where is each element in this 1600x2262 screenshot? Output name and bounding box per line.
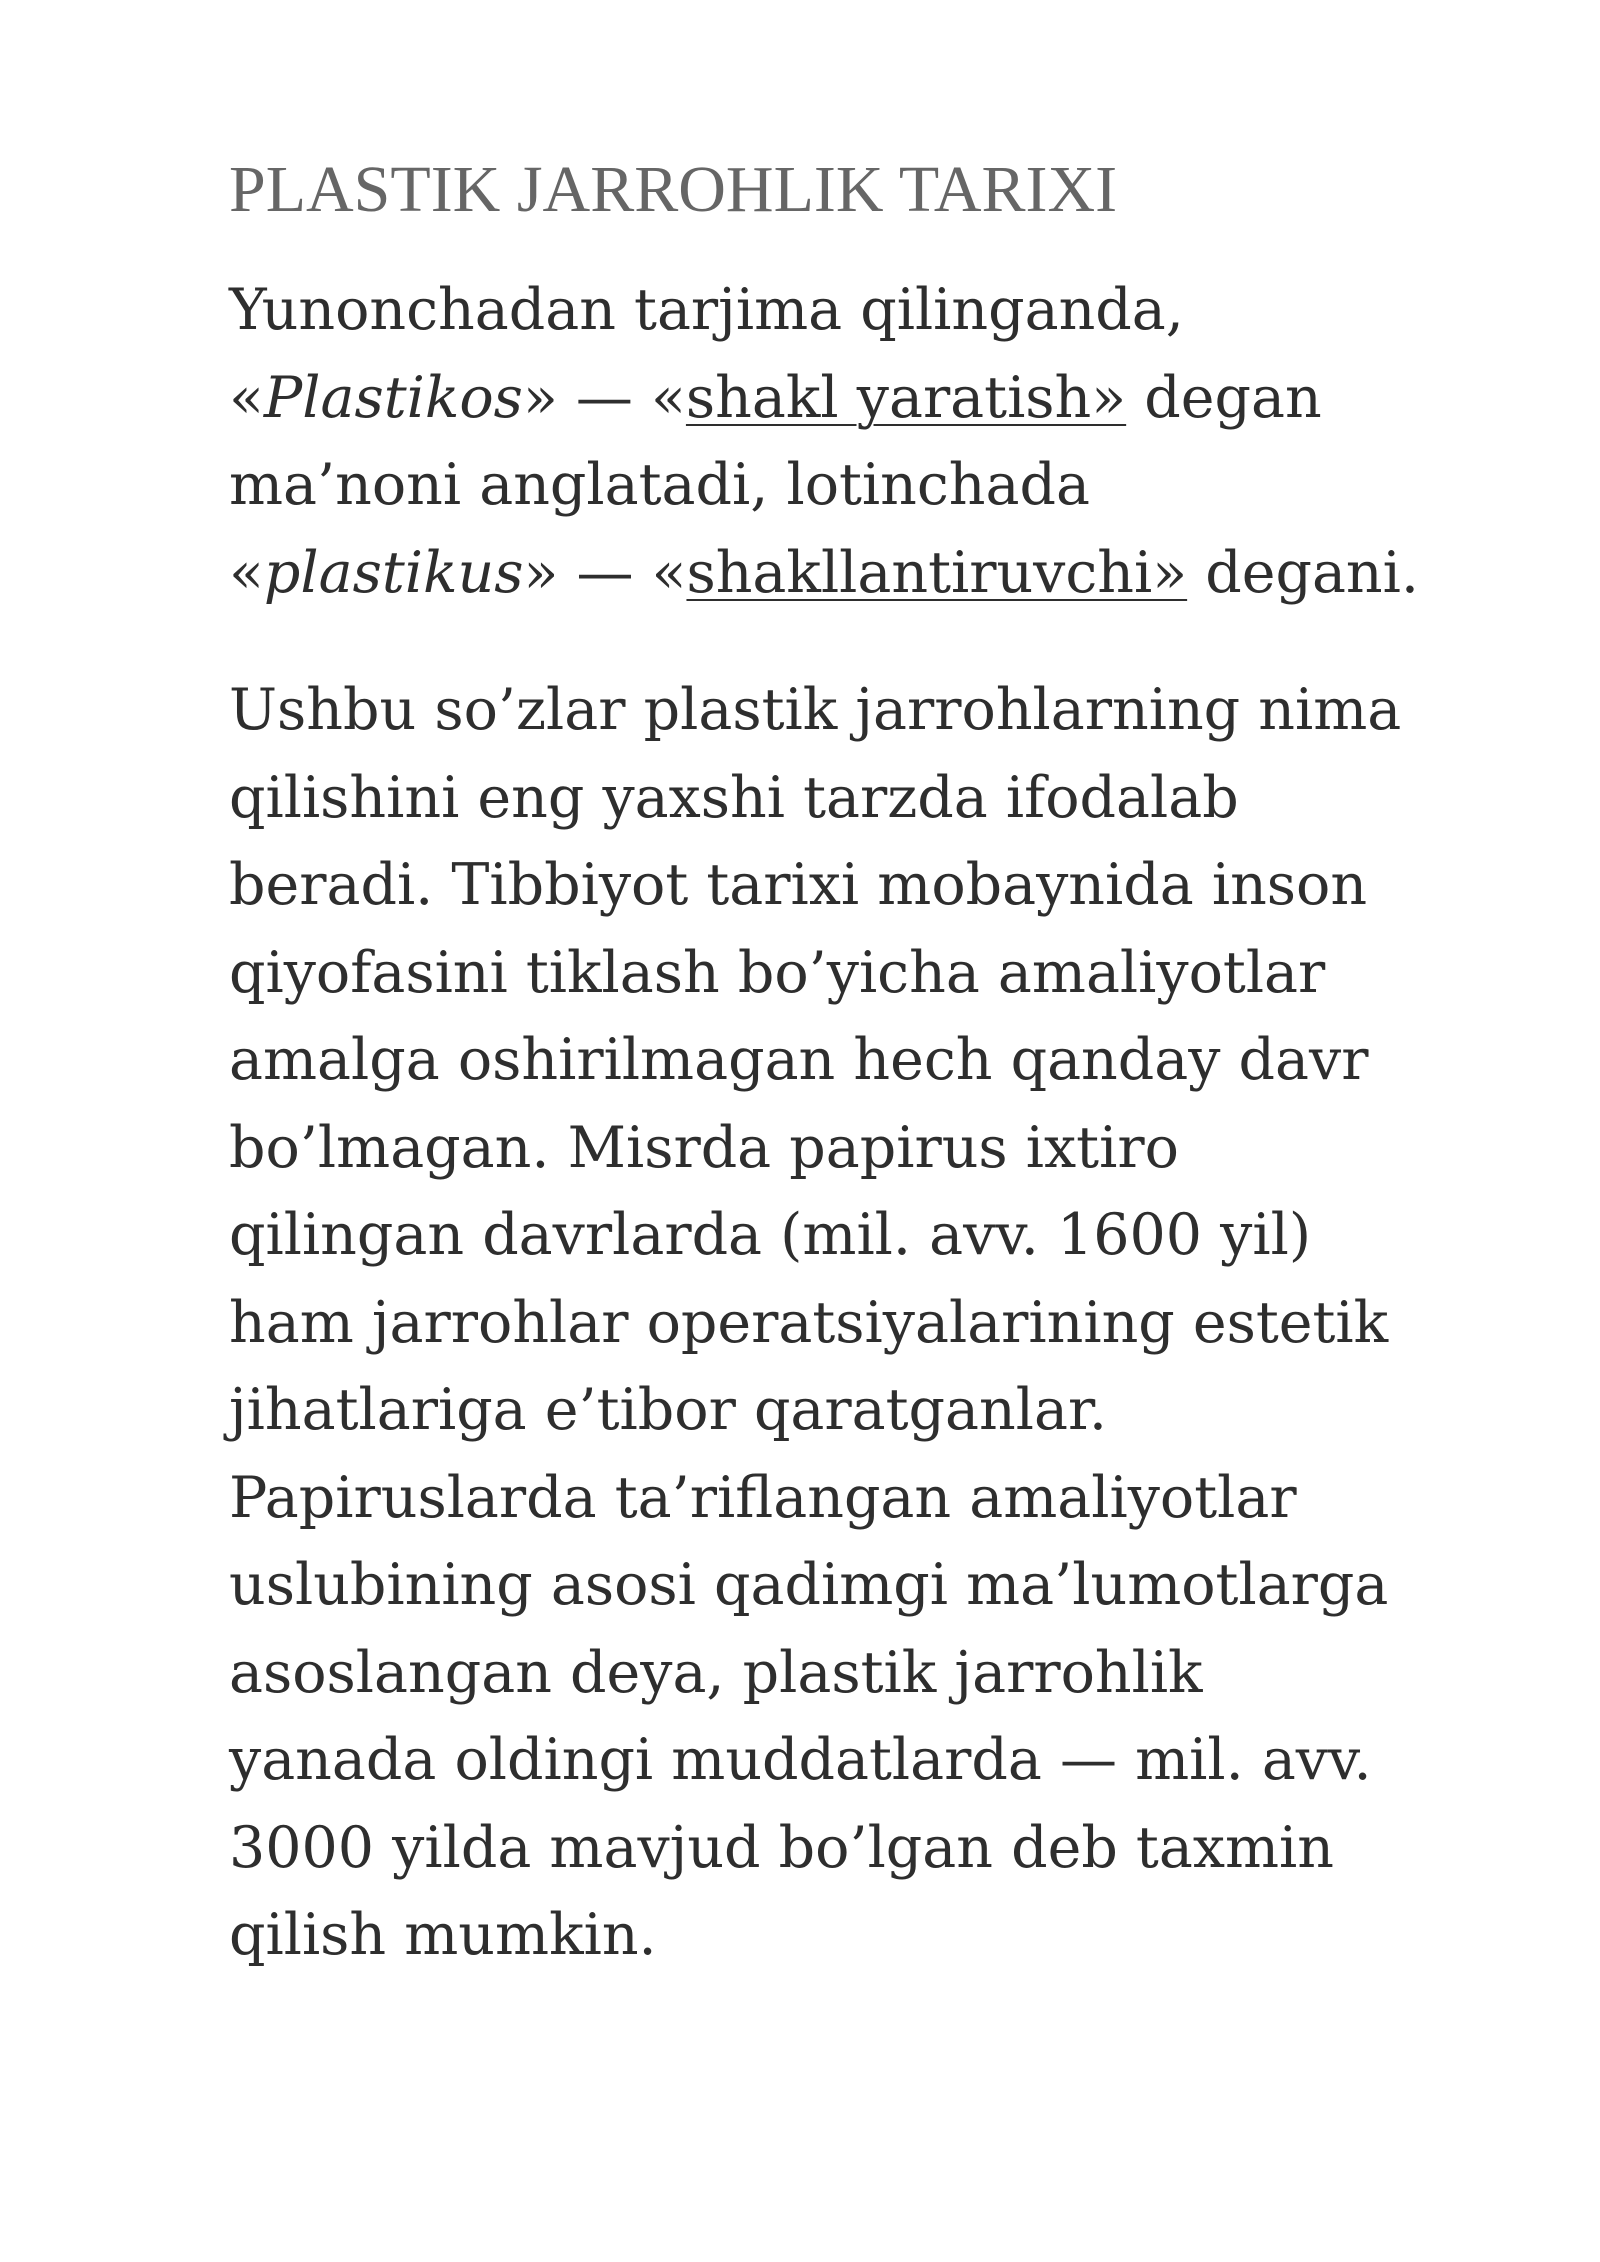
paragraph-line: uslubining asosi qadimgi ma’lumotlarga [229, 1552, 1389, 1619]
paragraph-line: asoslangan deya, plastik jarrohlik [229, 1639, 1203, 1706]
paragraph-line: qilish mumkin. [229, 1902, 657, 1969]
paragraph-line: 3000 yilda mavjud bo’lgan deb taxmin [229, 1814, 1334, 1881]
paragraph-line: qilingan davrlarda (mil. avv. 1600 yil) [229, 1202, 1312, 1269]
paragraph-line: yanada oldingi muddatlarda — mil. avv. [229, 1727, 1372, 1794]
paragraph-line: Papiruslarda ta’riflangan amaliyotlar [229, 1464, 1297, 1531]
paragraph-line: qiyofasini tiklash bo’yicha amaliyotlar [229, 939, 1326, 1006]
paragraph-line: amalga oshirilmagan hech qanday davr [229, 1027, 1369, 1094]
link-shakl-yaratish[interactable]: shakl yaratish» [685, 364, 1127, 431]
paragraph-line: Ushbu so’zlar plastik jarrohlarning nima [229, 677, 1402, 744]
line-tail: degan [1126, 364, 1322, 431]
paragraph-line: bo’lmagan. Misrda papirus ixtiro [229, 1114, 1179, 1181]
article [229, 150, 1529, 1980]
article-title: PLASTIK JARROHLIK TARIXI [229, 153, 1118, 226]
paragraph-line: jihatlariga e’tibor qaratganlar. [229, 1377, 1108, 1444]
quote-open: « [229, 364, 264, 431]
line-tail: degani. [1187, 539, 1419, 606]
paragraph-line: ma’noni anglatadi, lotinchada [229, 452, 1090, 519]
paragraph-etymology [229, 267, 1529, 617]
quote-dash: » — « [522, 364, 686, 431]
term-plastikos: Plastikos [263, 364, 523, 431]
term-plastikus: plastikus [263, 539, 524, 606]
paragraph-history [229, 667, 1529, 1980]
paragraph-line [229, 355, 1529, 443]
paragraph-line [229, 530, 1529, 618]
paragraph-line: qilishini eng yaxshi tarzda ifodalab [229, 764, 1239, 831]
link-shakllantiruvchi[interactable]: shakllantiruvchi» [686, 539, 1188, 606]
paragraph-line: ham jarrohlar operatsiyalarining estetik [229, 1289, 1389, 1356]
quote-open: « [229, 539, 264, 606]
paragraph-line: beradi. Tibbiyot tarixi mobaynida inson [229, 852, 1368, 919]
paragraph-line: Yunonchadan tarjima qilinganda, [229, 277, 1184, 344]
quote-dash: » — « [523, 539, 687, 606]
